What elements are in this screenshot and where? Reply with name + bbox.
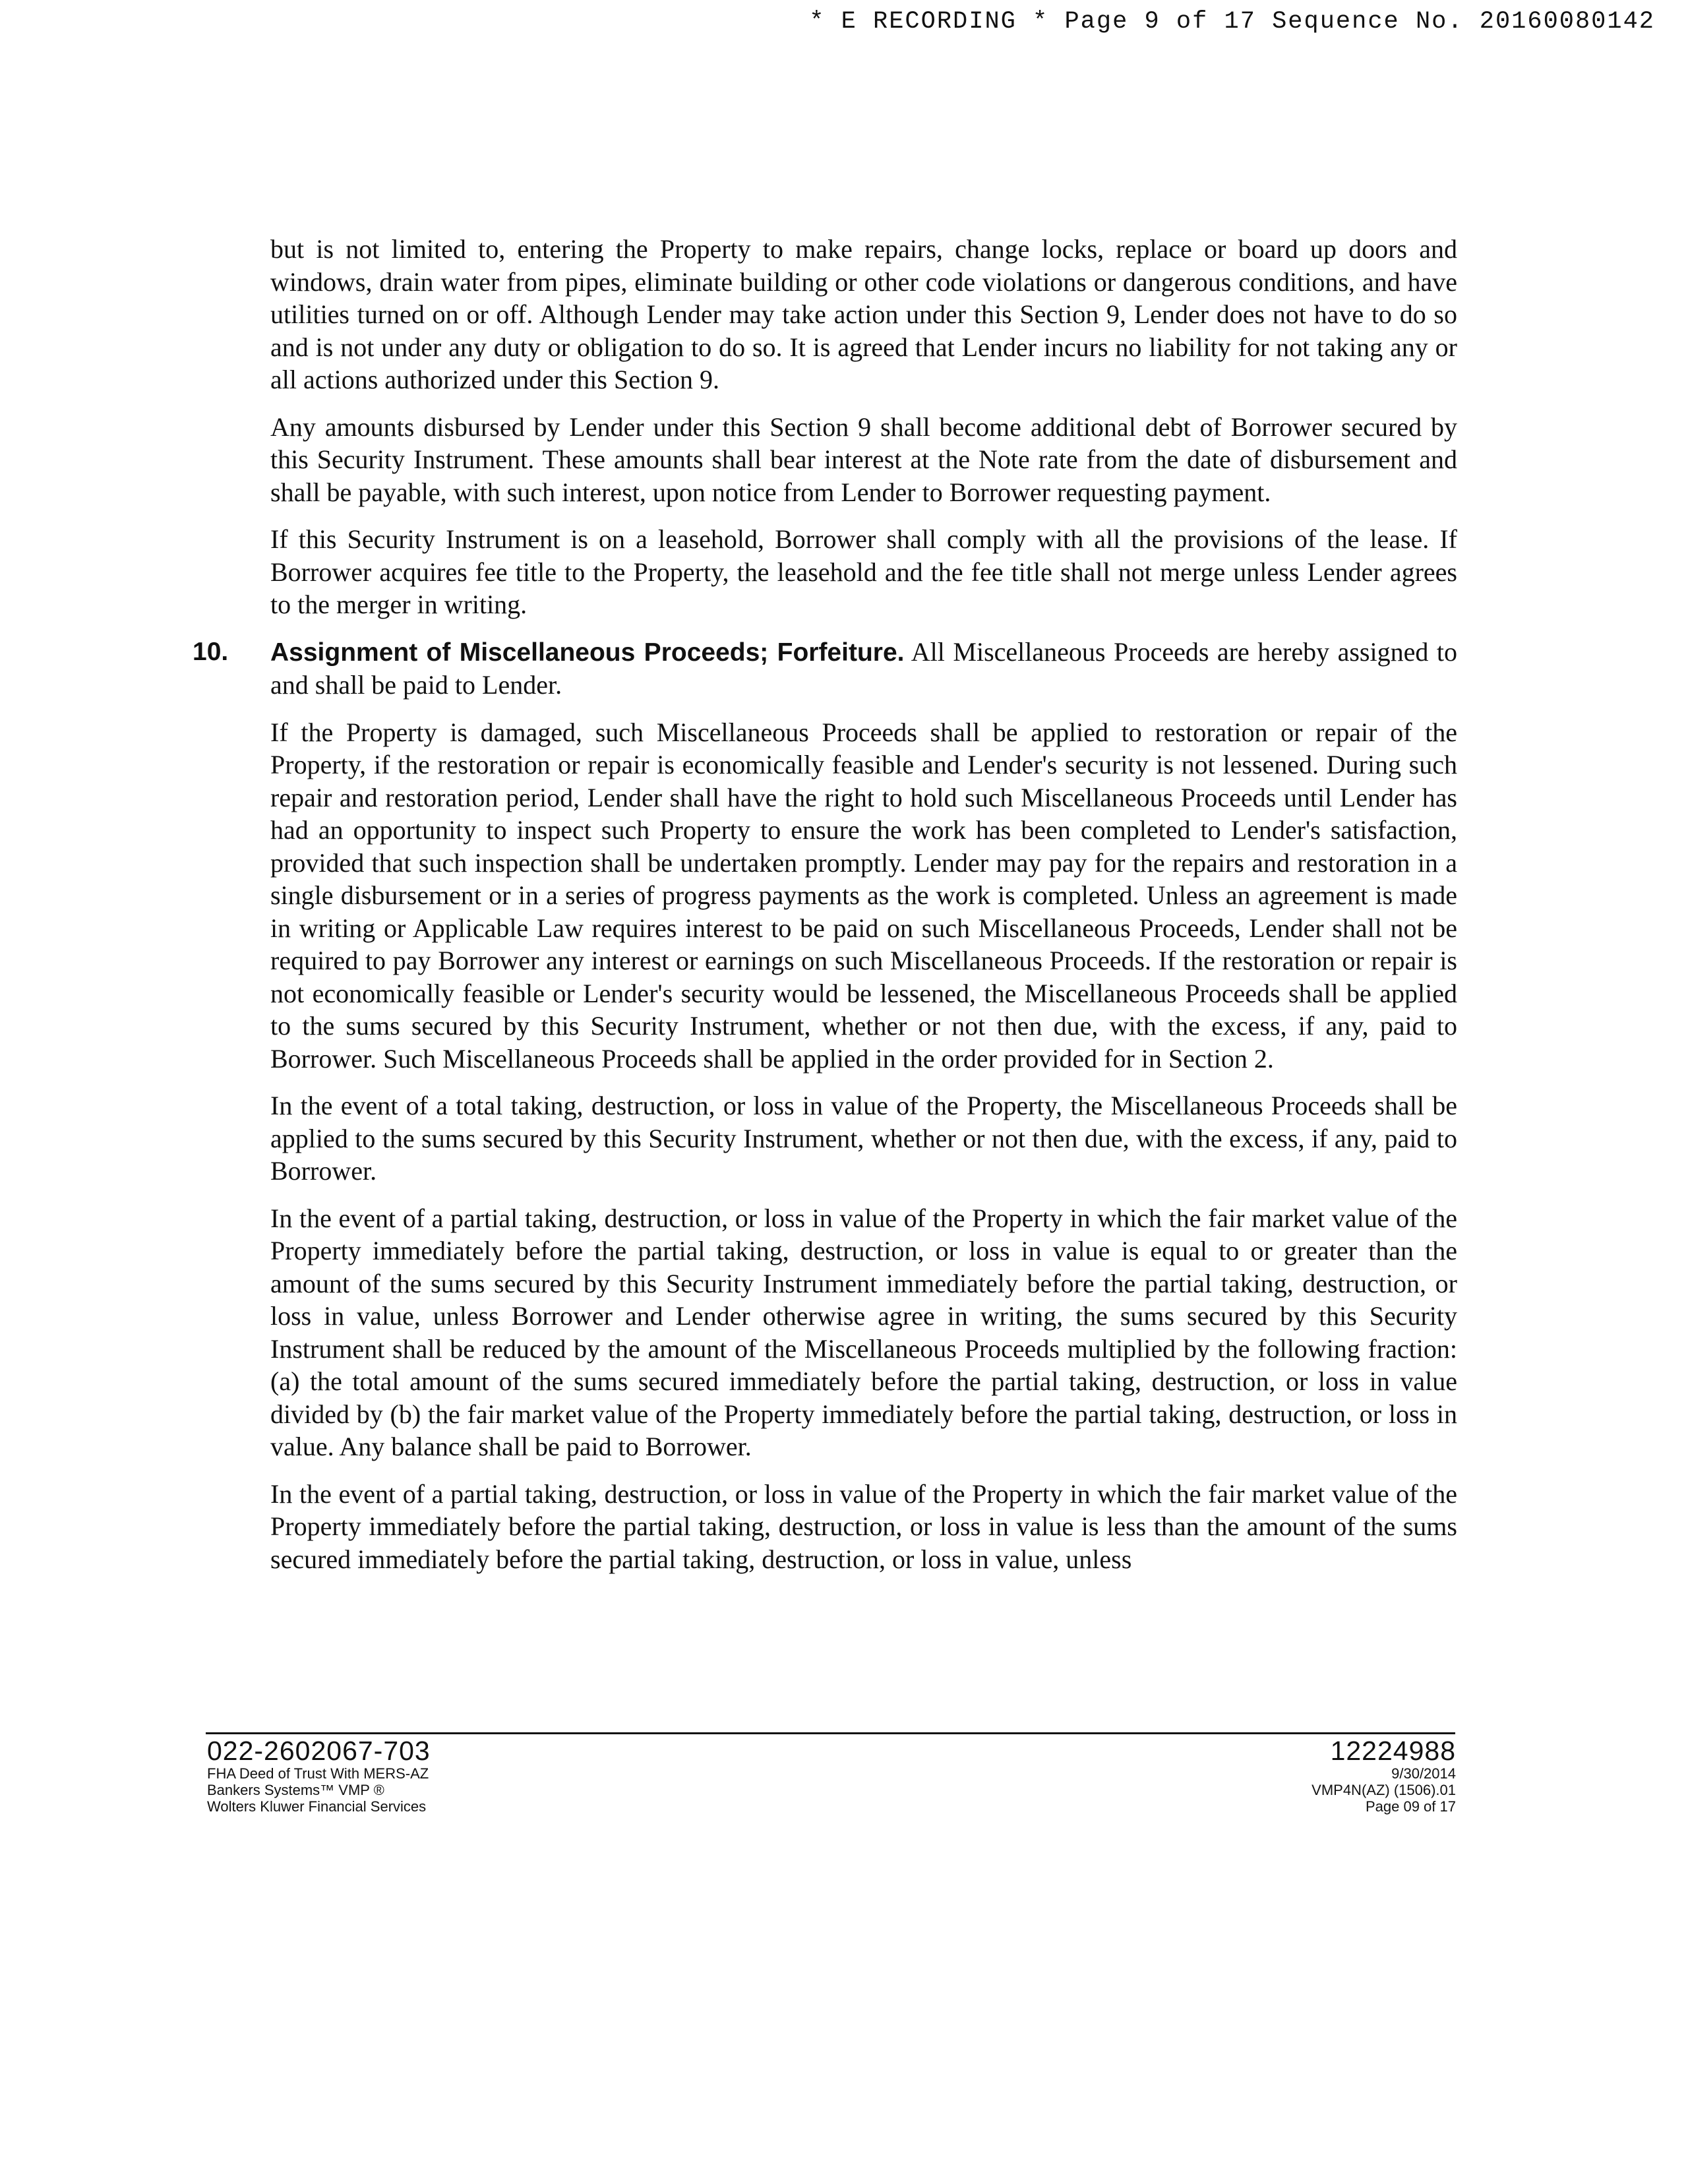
loan-number: 022-2602067-703 xyxy=(207,1736,431,1766)
vendor-name: Bankers Systems™ VMP ® xyxy=(207,1782,384,1798)
form-name: FHA Deed of Trust With MERS-AZ xyxy=(207,1765,429,1782)
paragraph-section9-continuation: but is not limited to, entering the Property to make repairs, change locks, replace or board up doors and windows, drain water from pipes, eliminate building or other code violations or dangerous conditions, and have utilities turned on or off. Although Lender may take action under this Section 9, Lender does not have to do so and is not under any duty or obligation to do so. It is agreed that Lender incurs no liability for not taking any or all actions authorized under this Section 9. xyxy=(270,234,1457,394)
footer-right-block xyxy=(1311,1736,1456,1815)
paragraph-partial-taking-greater: In the event of a partial taking, destruction, or loss in value of the Property in which the fair market value of the Property immediately before the partial taking, destruction, or loss in value is equal to or greater than the amount of the sums secured by this Security Instrument immediately before the partial taking, destruction, or loss in value, unless Borrower and Lender otherwise agree in writing, the sums secured by this Security Instrument shall be reduced by the amount of the Miscellaneous Proceeds multiplied by the following fraction: (a) the total amount of the sums secured immediately before the partial taking, destruction, or loss in value divided by (b) the fair market value of the Property immediately before the partial taking, destruction, or loss in value. Any balance shall be paid to Borrower. xyxy=(270,1203,1457,1461)
paragraph-property-damaged: If the Property is damaged, such Miscellaneous Proceeds shall be applied to restoration or repair of the Property, if the restoration or repair is economically feasible and Lender's security is not lessened. During such repair and restoration period, Lender shall have the right to hold such Miscellaneous Proceeds until Lender has had an opportunity to inspect such Property to ensure the work has been completed to Lender's satisfaction, provided that such inspection shall be undertaken promptly. Lender may pay for the repairs and restoration in a single disbursement or in a series of progress payments as the work is completed. Unless an agreement is made in writing or Applicable Law requires interest to be paid on such Miscellaneous Proceeds, Lender shall not be required to pay Borrower any interest or earnings on such Miscellaneous Proceeds. If the restoration or repair is not economically feasible or Lender's security would be lessened, the Miscellaneous Proceeds shall be applied to the sums secured by this Security Instrument, whether or not then due, with the excess, if any, paid to Borrower. Such Miscellaneous Proceeds shall be applied in the order provided for in Section 2. xyxy=(270,717,1457,1074)
paragraph-leasehold: If this Security Instrument is on a leasehold, Borrower shall comply with all the provisions of the lease. If Borrower acquires fee title to the Property, the leasehold and the fee title shall not merge unless Lender agrees to the merger in writing. xyxy=(270,524,1457,619)
footer-divider xyxy=(206,1732,1455,1734)
section-intro-text: All Miscellaneous Proceeds are hereby assigned to and shall be paid to Lender. xyxy=(270,636,1458,700)
paragraph-amounts-disbursed: Any amounts disbursed by Lender under this Section 9 shall become additional debt of Borrower secured by this Security Instrument. These amounts shall bear interest at the Note rate from the date of disbursement and shall be payable, with such interest, upon notice from Lender to Borrower requesting payment. xyxy=(270,411,1457,507)
footer-left-block xyxy=(207,1736,431,1815)
form-date: 9/30/2014 xyxy=(1391,1765,1456,1782)
page-number: Page 09 of 17 xyxy=(1365,1798,1456,1815)
paragraph-total-taking: In the event of a total taking, destruction, or loss in value of the Property, the Miscellaneous Proceeds shall be applied to the sums secured by this Security Instrument, whether or not then due, with the excess, if any, paid to Borrower. xyxy=(270,1091,1457,1186)
document-body xyxy=(193,233,1458,1590)
publisher-name: Wolters Kluwer Financial Services xyxy=(207,1798,427,1815)
form-code: VMP4N(AZ) (1506).01 xyxy=(1311,1782,1456,1798)
section-title: Assignment of Miscellaneous Proceeds; Forfeiture. xyxy=(270,638,905,667)
section-10-heading-paragraph xyxy=(193,636,1458,702)
section-number: 10. xyxy=(193,637,229,666)
paragraph-partial-taking-less: In the event of a partial taking, destruction, or loss in value of the Property in which the fair market value of the Property immediately before the partial taking, destruction, or loss in value is less than the amount of the sums secured immediately before the partial taking, destruction, or loss in value, unless xyxy=(270,1478,1457,1574)
document-number: 12224988 xyxy=(1330,1736,1456,1766)
recording-header: * E RECORDING * Page 9 of 17 Sequence No. 20160080142 xyxy=(809,8,1655,36)
